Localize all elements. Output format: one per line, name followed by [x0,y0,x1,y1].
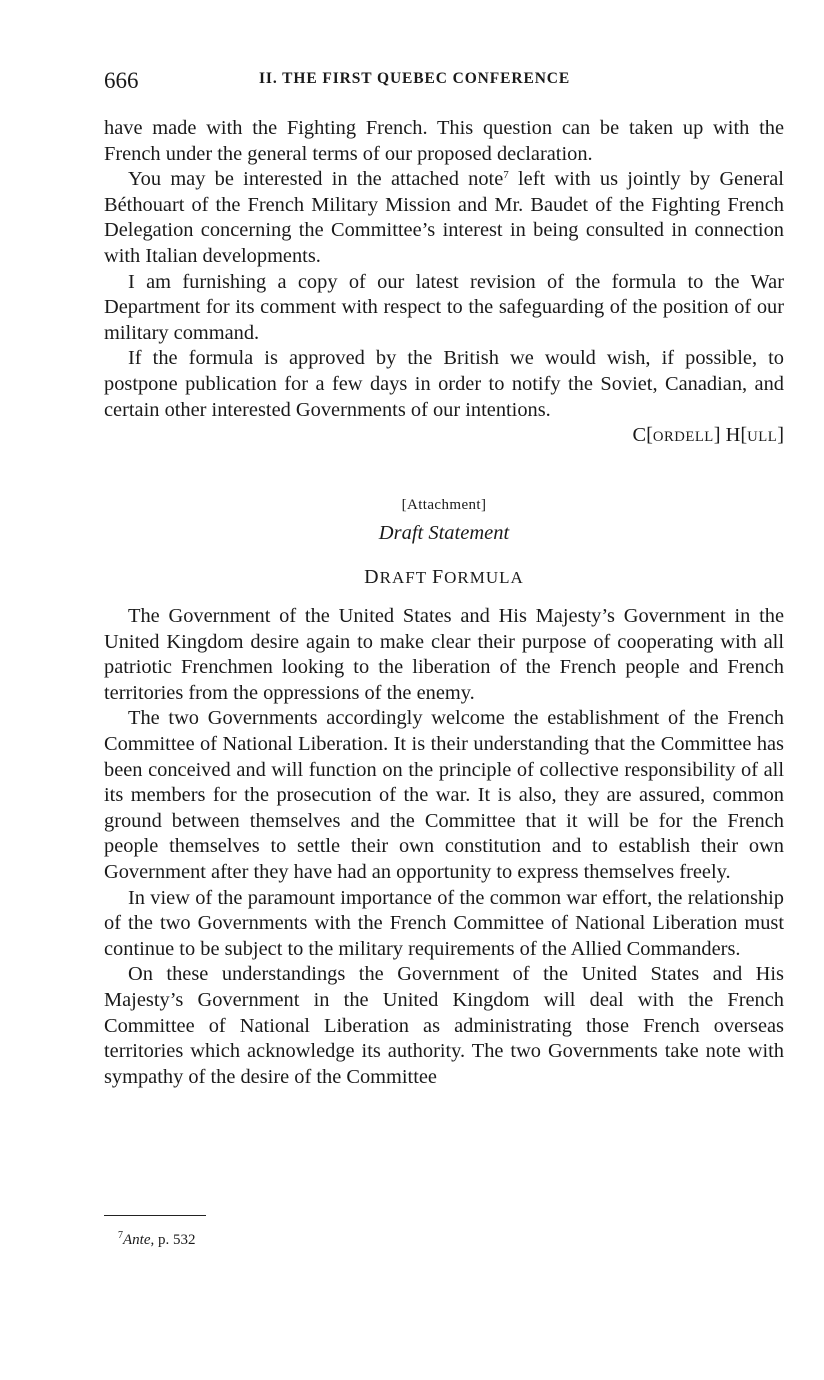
signature-end: ] [777,424,784,447]
formula-paragraph-3: In view of the paramount importance of the common war effort, the relationship of the two Governments with the French Committee of National Liberation must continue to be subject to the military requirements of the Allied Commanders. [104,886,784,960]
attachment-title: Draft Statement [378,522,510,544]
page-header [104,68,784,98]
letter-body [104,116,784,451]
formula-paragraph-1: The Government of the United States and His Majesty’s Government in the United Kingdom desire again to make clear their purpose of cooperating with all patriotic Frenchmen looking to the liberation of the French people and French territories from the oppressions of the enemy. [104,605,784,704]
signature-ull: ULL [747,429,778,446]
subtitle-f: F [432,566,445,588]
page-number: 666 [104,68,139,93]
signature-c: C[ [632,424,653,447]
letter-paragraph-2-text-b: left with us jointly by General Béthouart of the French Military Mission and Mr. Baudet of the Fighting French Delegation concerning the Committee’s interest in being consulted in connection with Italian developments. [104,168,784,267]
letter-paragraph-3: I am furnishing a copy of our latest revision of the formula to the War Department for its comment with respect to the safeguarding of the position of our military command. [104,270,784,344]
footnote-ante: Ante [123,1232,151,1248]
attachment-label: [Attachment] [401,497,487,513]
subtitle-d: D [364,566,380,588]
footnote-marker: 7 [118,1230,123,1241]
letter-paragraph-2 [104,167,784,269]
subtitle-raft: RAFT [379,568,427,587]
footnote [118,1230,196,1249]
formula-body [104,604,784,1090]
signature-ordell: ORDELL [652,429,714,446]
attachment-subtitle [104,566,784,589]
formula-paragraph-4: On these understandings the Government of the United States and His Majesty’s Government in the United Kingdom will deal with the French Committee of National Liberation as administrating those French overseas territories which acknowledge its authority. The two Governments take note with sympathy of the desire of the Committee [104,963,784,1088]
letter-paragraph-1: have made with the Fighting French. This question can be taken up with the French under the general terms of our proposed declaration. [104,117,784,165]
letter-paragraph-4: If the formula is approved by the British we would wish, if possible, to postpone publication for a few days in order to notify the Soviet, Canadian, and certain other interested Governments of our intentions. [104,347,784,421]
signature-mid: ] H[ [713,424,748,447]
letter-paragraph-2-text-a: You may be interested in the attached note [128,168,504,191]
formula-paragraph-2: The two Governments accordingly welcome the establishment of the French Committee of National Liberation. It is their understanding that the Committee has been conceived and will function on the principle of collective responsibility of all its members for the prosecution of the war. It is also, they are assured, common ground between themselves and the Committee that it will be for the French people themselves to settle their own constitution and to establish their own Government after they have had an opportunity to express themselves freely. [104,707,784,883]
running-head: II. THE FIRST QUEBEC CONFERENCE [259,70,571,87]
footnote-rule [104,1215,206,1216]
footnote-reference: 7 [503,169,509,182]
subtitle-ormula: ORMULA [444,568,524,587]
footnote-page-ref: , p. 532 [150,1232,196,1248]
signature [104,423,784,451]
